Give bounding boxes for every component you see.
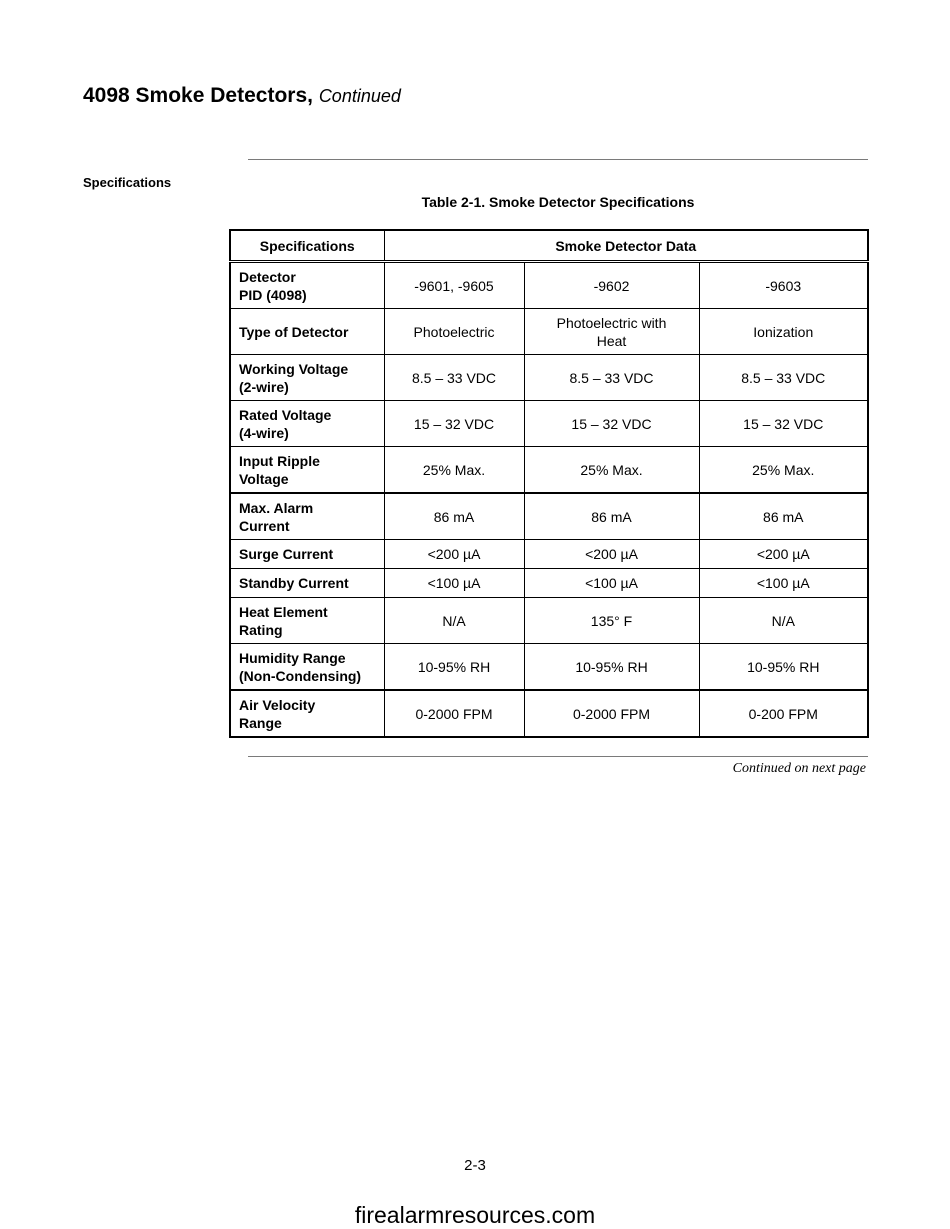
- table-cell: <100 µA: [699, 569, 868, 598]
- table-cell: N/A: [699, 598, 868, 644]
- table-row: [230, 447, 868, 494]
- row-label: Heat Element Rating: [230, 598, 384, 644]
- table-cell: <100 µA: [384, 569, 524, 598]
- row-label: Max. Alarm Current: [230, 493, 384, 540]
- table-cell: 25% Max.: [524, 447, 699, 494]
- section-side-label: Specifications: [83, 175, 172, 190]
- watermark-text: firealarmresources.com: [354, 1202, 596, 1228]
- table-row: [230, 401, 868, 447]
- table-row: [230, 540, 868, 569]
- table-row: [230, 309, 868, 355]
- page-number: 2-3: [464, 1157, 486, 1174]
- row-label: Standby Current: [230, 569, 384, 598]
- page-title: [83, 84, 401, 108]
- table-cell: 25% Max.: [699, 447, 868, 494]
- row-label: Surge Current: [230, 540, 384, 569]
- table-cell: Photoelectric with Heat: [524, 309, 699, 355]
- table-cell: 86 mA: [384, 493, 524, 540]
- table-cell: 135° F: [524, 598, 699, 644]
- row-label: Type of Detector: [230, 309, 384, 355]
- table-cell: 10-95% RH: [699, 644, 868, 691]
- table-cell: 8.5 – 33 VDC: [524, 355, 699, 401]
- header-data: Smoke Detector Data: [384, 230, 868, 262]
- table-caption: Table 2-1. Smoke Detector Specifications: [421, 194, 695, 210]
- table-cell: -9601, -9605: [384, 262, 524, 309]
- table-row: [230, 598, 868, 644]
- table-cell: 10-95% RH: [384, 644, 524, 691]
- table-cell: Ionization: [699, 309, 868, 355]
- table-cell: 86 mA: [524, 493, 699, 540]
- row-label: Detector PID (4098): [230, 262, 384, 309]
- table-cell: 0-2000 FPM: [524, 690, 699, 737]
- table-row: [230, 569, 868, 598]
- table-row: [230, 355, 868, 401]
- bottom-divider: [248, 756, 868, 757]
- top-divider: [248, 159, 868, 160]
- row-label: Rated Voltage (4-wire): [230, 401, 384, 447]
- table-cell: <200 µA: [699, 540, 868, 569]
- header-spec: Specifications: [230, 230, 384, 262]
- table-cell: <200 µA: [384, 540, 524, 569]
- row-label: Working Voltage (2-wire): [230, 355, 384, 401]
- table-cell: -9603: [699, 262, 868, 309]
- table-cell: 8.5 – 33 VDC: [384, 355, 524, 401]
- table-cell: N/A: [384, 598, 524, 644]
- row-label: Air Velocity Range: [230, 690, 384, 737]
- page-title-text: 4098 Smoke Detectors,: [83, 84, 313, 107]
- spec-table: [229, 229, 869, 738]
- table-row: [230, 644, 868, 691]
- table-cell: <200 µA: [524, 540, 699, 569]
- table-cell: 0-200 FPM: [699, 690, 868, 737]
- table-cell: Photoelectric: [384, 309, 524, 355]
- table-cell: 0-2000 FPM: [384, 690, 524, 737]
- table-cell: 15 – 32 VDC: [384, 401, 524, 447]
- row-label: Input Ripple Voltage: [230, 447, 384, 494]
- table-row: [230, 493, 868, 540]
- table-cell: 15 – 32 VDC: [524, 401, 699, 447]
- table-cell: -9602: [524, 262, 699, 309]
- table-row: [230, 262, 868, 309]
- table-row: [230, 690, 868, 737]
- table-cell: 10-95% RH: [524, 644, 699, 691]
- table-cell: 86 mA: [699, 493, 868, 540]
- continued-note: Continued on next page: [732, 761, 866, 776]
- table-header-row: [230, 230, 868, 262]
- table-cell: <100 µA: [524, 569, 699, 598]
- table-cell: 8.5 – 33 VDC: [699, 355, 868, 401]
- page-title-continued: Continued: [318, 86, 401, 106]
- table-cell: 25% Max.: [384, 447, 524, 494]
- table-cell: 15 – 32 VDC: [699, 401, 868, 447]
- row-label: Humidity Range (Non-Condensing): [230, 644, 384, 691]
